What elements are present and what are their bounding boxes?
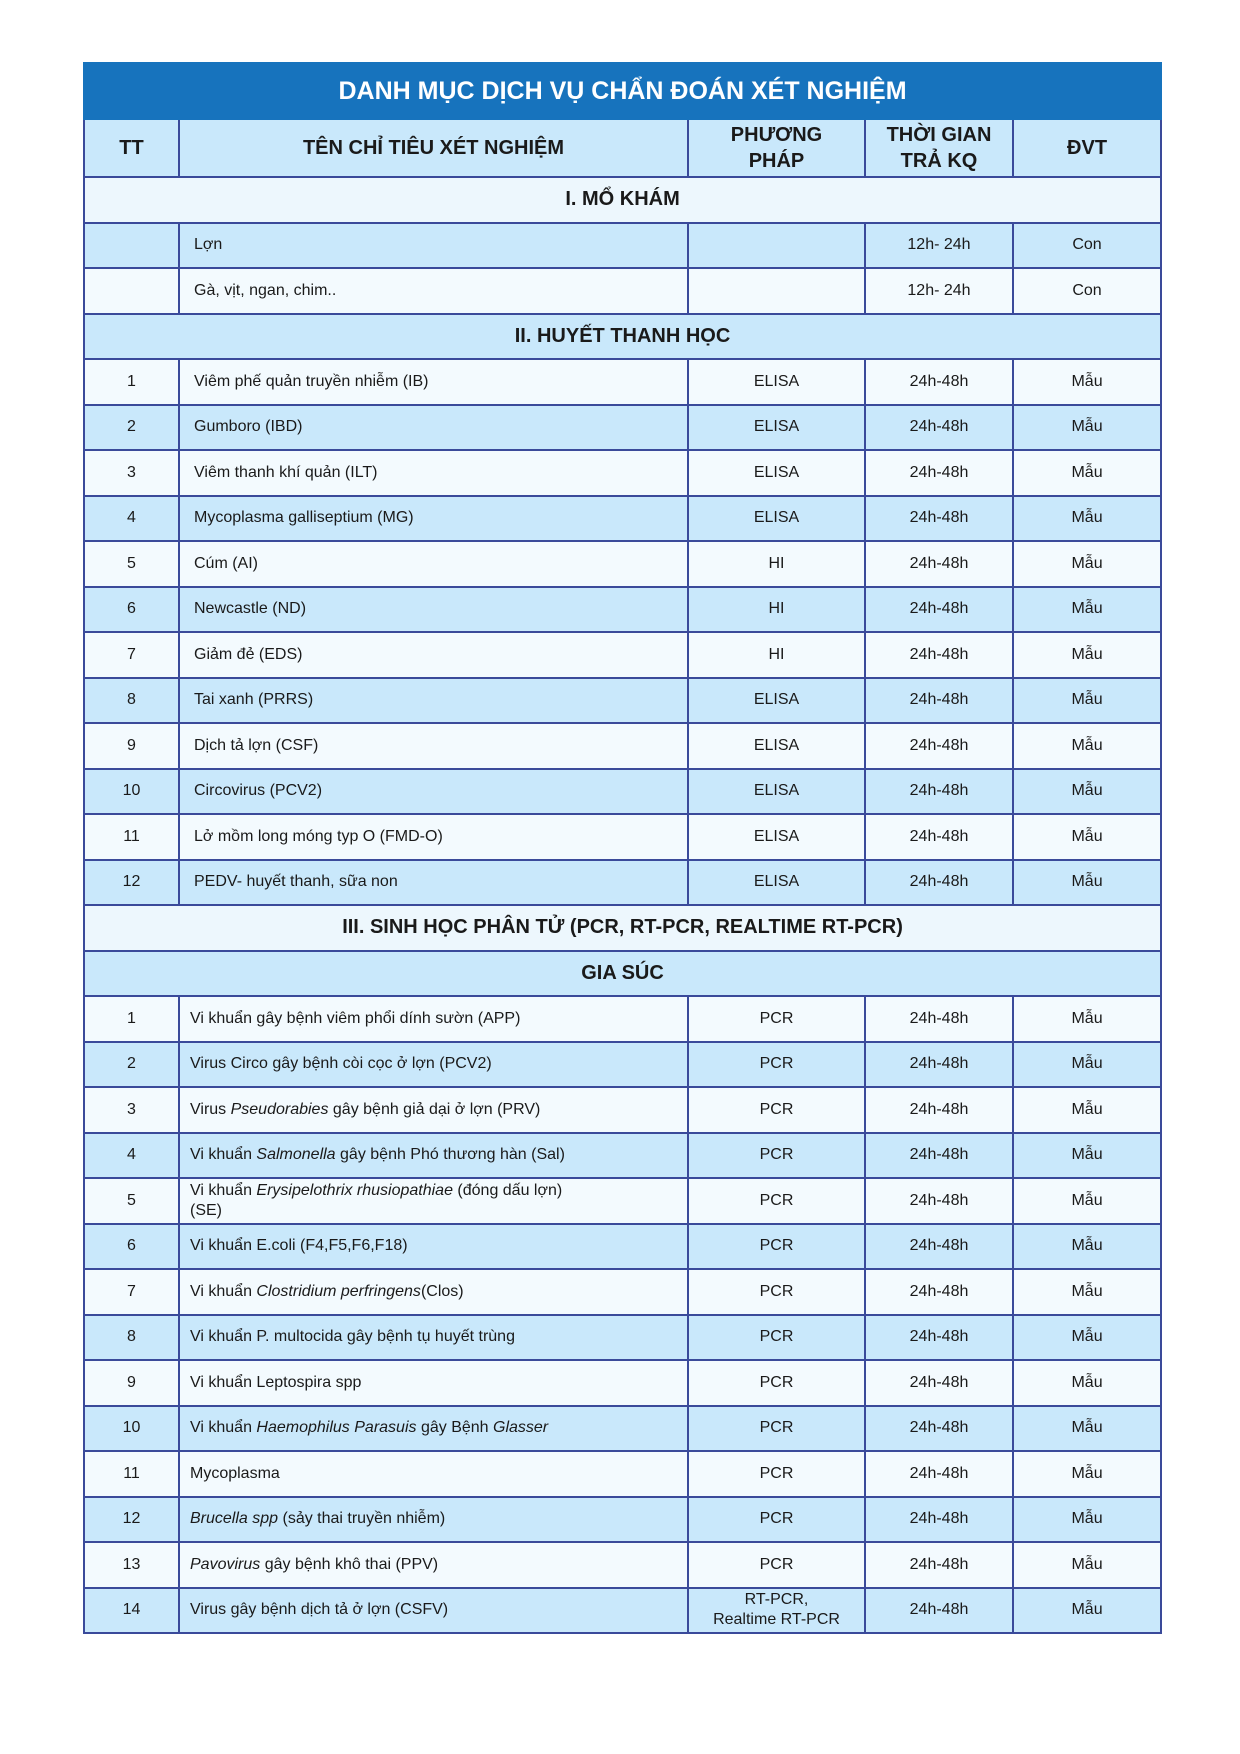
cell-name (179, 1360, 688, 1406)
cell-unit: Mẫu (1013, 1087, 1161, 1133)
table-row (84, 541, 1161, 587)
cell-name (179, 1588, 688, 1634)
cell-time: 24h-48h (865, 1360, 1013, 1406)
cell-tt: 7 (84, 1269, 179, 1315)
cell-name (179, 1406, 688, 1452)
header-unit: ĐVT (1013, 119, 1161, 177)
cell-unit: Con (1013, 268, 1161, 314)
cell-method: HI (688, 587, 865, 633)
cell-time: 24h-48h (865, 1224, 1013, 1270)
cell-unit: Mẫu (1013, 1588, 1161, 1634)
cell-method: PCR (688, 1224, 865, 1270)
cell-unit: Mẫu (1013, 541, 1161, 587)
table-row (84, 496, 1161, 542)
header-row (84, 119, 1161, 177)
table-row (84, 1042, 1161, 1088)
cell-unit: Mẫu (1013, 723, 1161, 769)
cell-name (179, 1042, 688, 1088)
cell-name: Tai xanh (PRRS) (179, 678, 688, 724)
table-row (84, 1178, 1161, 1224)
header-method (688, 119, 865, 177)
cell-time: 24h-48h (865, 632, 1013, 678)
cell-unit: Con (1013, 223, 1161, 269)
cell-time: 24h-48h (865, 769, 1013, 815)
title-row (84, 63, 1161, 119)
name-italic: Pseudorabies (230, 1100, 329, 1118)
table-row (84, 1588, 1161, 1634)
header-name: TÊN CHỈ TIÊU XÉT NGHIỆM (179, 119, 688, 177)
table-row (84, 769, 1161, 815)
cell-method: HI (688, 541, 865, 587)
cell-time: 24h-48h (865, 1315, 1013, 1361)
name-italic: Brucella spp (190, 1510, 279, 1528)
cell-unit: Mẫu (1013, 860, 1161, 906)
cell-name (179, 1315, 688, 1361)
section-title-huyet-thanh: II. HUYẾT THANH HỌC (84, 314, 1161, 360)
cell-tt: 3 (84, 450, 179, 496)
cell-time: 24h-48h (865, 450, 1013, 496)
cell-time: 24h-48h (865, 723, 1013, 769)
table-row (84, 223, 1161, 269)
cell-name: Lở mồm long móng typ O (FMD-O) (179, 814, 688, 860)
name-text: (sảy thai truyền nhiễm) (278, 1510, 446, 1528)
name-text: Virus (190, 1100, 231, 1118)
table-row (84, 359, 1161, 405)
cell-unit: Mẫu (1013, 1178, 1161, 1224)
cell-method: PCR (688, 1133, 865, 1179)
cell-tt: 11 (84, 1451, 179, 1497)
cell-time: 24h-48h (865, 860, 1013, 906)
cell-unit: Mẫu (1013, 1315, 1161, 1361)
cell-tt: 9 (84, 1360, 179, 1406)
cell-name: Giảm đẻ (EDS) (179, 632, 688, 678)
livestock-rows (84, 996, 1161, 1633)
cell-method: PCR (688, 1315, 865, 1361)
cell-name: Mycoplasma galliseptium (MG) (179, 496, 688, 542)
header-method-line1: PHƯƠNG (730, 124, 823, 146)
cell-name: Lợn (179, 223, 688, 269)
cell-time: 24h-48h (865, 1542, 1013, 1588)
header-time-line2: TRẢ KQ (900, 150, 978, 172)
cell-time: 24h-48h (865, 1588, 1013, 1634)
table-row (84, 1224, 1161, 1270)
table-row (84, 1133, 1161, 1179)
cell-method: PCR (688, 996, 865, 1042)
table-row (84, 587, 1161, 633)
cell-unit: Mẫu (1013, 1542, 1161, 1588)
name-italic: Glasser (493, 1419, 549, 1437)
table-row (84, 1269, 1161, 1315)
cell-tt: 9 (84, 723, 179, 769)
cell-tt: 12 (84, 860, 179, 906)
name-text: (SE) (190, 1201, 222, 1219)
cell-unit: Mẫu (1013, 1360, 1161, 1406)
header-method-line2: PHÁP (748, 150, 805, 172)
cell-method: PCR (688, 1542, 865, 1588)
cell-method: PCR (688, 1497, 865, 1543)
serology-rows (84, 359, 1161, 905)
cell-unit: Mẫu (1013, 587, 1161, 633)
cell-method (688, 1588, 865, 1634)
table-row (84, 678, 1161, 724)
table-row (84, 996, 1161, 1042)
cell-time: 24h-48h (865, 587, 1013, 633)
cell-unit: Mẫu (1013, 1406, 1161, 1452)
table-row (84, 723, 1161, 769)
cell-method: PCR (688, 1360, 865, 1406)
cell-time: 24h-48h (865, 541, 1013, 587)
cell-method: ELISA (688, 723, 865, 769)
table-row (84, 268, 1161, 314)
cell-time: 24h-48h (865, 1451, 1013, 1497)
cell-tt (84, 223, 179, 269)
cell-method: PCR (688, 1406, 865, 1452)
page-title: DANH MỤC DỊCH VỤ CHẨN ĐOÁN XÉT NGHIỆM (84, 63, 1161, 119)
cell-tt: 1 (84, 996, 179, 1042)
method-line1: RT-PCR, (744, 1591, 809, 1609)
cell-unit: Mẫu (1013, 814, 1161, 860)
cell-time: 24h-48h (865, 1042, 1013, 1088)
cell-method (688, 268, 865, 314)
name-text: Virus gây bệnh dịch tả ở lợn (CSFV) (190, 1601, 449, 1619)
cell-unit: Mẫu (1013, 1497, 1161, 1543)
cell-tt: 7 (84, 632, 179, 678)
name-text: (Clos) (420, 1282, 464, 1300)
cell-time: 24h-48h (865, 1133, 1013, 1179)
table-row (84, 1360, 1161, 1406)
name-italic: Clostridium perfringens (256, 1282, 421, 1300)
cell-time: 24h-48h (865, 1406, 1013, 1452)
cell-time: 24h-48h (865, 996, 1013, 1042)
cell-time: 12h- 24h (865, 268, 1013, 314)
name-text: Vi khuẩn (190, 1181, 257, 1199)
table-row (84, 1406, 1161, 1452)
table-row (84, 450, 1161, 496)
cell-unit: Mẫu (1013, 450, 1161, 496)
cell-name: Circovirus (PCV2) (179, 769, 688, 815)
table-row (84, 1497, 1161, 1543)
cell-time: 24h-48h (865, 678, 1013, 724)
header-time (865, 119, 1013, 177)
cell-tt: 1 (84, 359, 179, 405)
cell-method: PCR (688, 1178, 865, 1224)
name-text: Vi khuẩn (190, 1146, 257, 1164)
name-text: Vi khuẩn gây bệnh viêm phổi dính sườn (APP) (190, 1009, 521, 1027)
cell-method: PCR (688, 1269, 865, 1315)
table-row (84, 860, 1161, 906)
section-title-gia-suc: GIA SÚC (84, 951, 1161, 997)
cell-tt: 5 (84, 1178, 179, 1224)
cell-method: ELISA (688, 496, 865, 542)
header-time-line1: THỜI GIAN (886, 124, 992, 146)
cell-time: 24h-48h (865, 1178, 1013, 1224)
table-row (84, 1087, 1161, 1133)
cell-tt: 8 (84, 678, 179, 724)
cell-unit: Mẫu (1013, 1133, 1161, 1179)
name-text: (đóng dấu lợn) (452, 1181, 563, 1199)
cell-tt: 6 (84, 1224, 179, 1270)
table-row (84, 1315, 1161, 1361)
cell-time: 24h-48h (865, 405, 1013, 451)
section-row-mo-kham (84, 177, 1161, 223)
cell-method: ELISA (688, 860, 865, 906)
cell-method: HI (688, 632, 865, 678)
cell-tt: 2 (84, 1042, 179, 1088)
section-title-molecular: III. SINH HỌC PHÂN TỬ (PCR, RT-PCR, REALTIME RT-PCR) (84, 905, 1161, 951)
name-text: gây Bệnh (416, 1419, 493, 1437)
cell-name (179, 1133, 688, 1179)
cell-unit: Mẫu (1013, 1269, 1161, 1315)
cell-tt: 11 (84, 814, 179, 860)
cell-method: ELISA (688, 769, 865, 815)
cell-tt: 4 (84, 496, 179, 542)
cell-unit: Mẫu (1013, 359, 1161, 405)
cell-name (179, 1178, 688, 1224)
name-italic: Haemophilus Parasuis (256, 1419, 417, 1437)
name-text: Vi khuẩn P. multocida gây bệnh tụ huyết trùng (190, 1328, 515, 1346)
table-row (84, 405, 1161, 451)
method-line2: Realtime RT-PCR (713, 1611, 840, 1629)
name-text: Vi khuẩn (190, 1282, 257, 1300)
cell-unit: Mẫu (1013, 996, 1161, 1042)
cell-time: 24h-48h (865, 1087, 1013, 1133)
table-row (84, 814, 1161, 860)
cell-method: PCR (688, 1087, 865, 1133)
cell-method: ELISA (688, 678, 865, 724)
name-italic: Pavovirus (190, 1555, 261, 1573)
cell-tt: 5 (84, 541, 179, 587)
cell-tt: 3 (84, 1087, 179, 1133)
section-row-gia-suc (84, 951, 1161, 997)
name-italic: Salmonella (256, 1146, 336, 1164)
name-text: gây bệnh giả dại ở lợn (PRV) (328, 1100, 541, 1118)
name-text: Vi khuẩn E.coli (F4,F5,F6,F18) (190, 1237, 408, 1255)
cell-tt: 8 (84, 1315, 179, 1361)
cell-name (179, 1087, 688, 1133)
cell-time: 24h-48h (865, 1497, 1013, 1543)
cell-method: PCR (688, 1042, 865, 1088)
name-text: Virus Circo gây bệnh còi cọc ở lợn (PCV2) (190, 1055, 492, 1073)
cell-name: Viêm thanh khí quản (ILT) (179, 450, 688, 496)
service-table (83, 62, 1162, 1634)
cell-method: ELISA (688, 450, 865, 496)
name-text: Vi khuẩn Leptospira spp (190, 1373, 362, 1391)
cell-time: 24h-48h (865, 814, 1013, 860)
cell-unit: Mẫu (1013, 496, 1161, 542)
cell-name: Gà, vịt, ngan, chim.. (179, 268, 688, 314)
cell-unit: Mẫu (1013, 405, 1161, 451)
cell-name (179, 996, 688, 1042)
cell-name: Viêm phế quản truyền nhiễm (IB) (179, 359, 688, 405)
cell-tt: 4 (84, 1133, 179, 1179)
cell-method: ELISA (688, 359, 865, 405)
name-italic: Erysipelothrix rhusiopathiae (256, 1181, 453, 1199)
cell-tt: 2 (84, 405, 179, 451)
cell-time: 12h- 24h (865, 223, 1013, 269)
table-row (84, 632, 1161, 678)
cell-name: Newcastle (ND) (179, 587, 688, 633)
section-row-molecular (84, 905, 1161, 951)
cell-time: 24h-48h (865, 496, 1013, 542)
cell-name (179, 1269, 688, 1315)
cell-tt: 13 (84, 1542, 179, 1588)
cell-name (179, 1224, 688, 1270)
cell-name: Gumboro (IBD) (179, 405, 688, 451)
cell-unit: Mẫu (1013, 1224, 1161, 1270)
cell-tt: 6 (84, 587, 179, 633)
header-tt: TT (84, 119, 179, 177)
cell-time: 24h-48h (865, 1269, 1013, 1315)
name-text: Mycoplasma (190, 1464, 280, 1482)
cell-name (179, 1542, 688, 1588)
cell-method (688, 223, 865, 269)
cell-unit: Mẫu (1013, 632, 1161, 678)
cell-unit: Mẫu (1013, 1451, 1161, 1497)
cell-unit: Mẫu (1013, 1042, 1161, 1088)
cell-tt (84, 268, 179, 314)
name-text: gây bệnh khô thai (PPV) (260, 1555, 439, 1573)
cell-tt: 10 (84, 769, 179, 815)
cell-unit: Mẫu (1013, 769, 1161, 815)
cell-name (179, 1497, 688, 1543)
cell-method: ELISA (688, 814, 865, 860)
cell-tt: 10 (84, 1406, 179, 1452)
name-text: Vi khuẩn (190, 1419, 257, 1437)
cell-name (179, 1451, 688, 1497)
cell-method: PCR (688, 1451, 865, 1497)
cell-tt: 14 (84, 1588, 179, 1634)
section-row-huyet-thanh (84, 314, 1161, 360)
cell-name: Cúm (AI) (179, 541, 688, 587)
cell-unit: Mẫu (1013, 678, 1161, 724)
table-row (84, 1451, 1161, 1497)
cell-method: ELISA (688, 405, 865, 451)
section-title-mo-kham: I. MỔ KHÁM (84, 177, 1161, 223)
cell-tt: 12 (84, 1497, 179, 1543)
cell-name: Dịch tả lợn (CSF) (179, 723, 688, 769)
name-text: gây bệnh Phó thương hàn (Sal) (335, 1146, 565, 1164)
table-row (84, 1542, 1161, 1588)
cell-name: PEDV- huyết thanh, sữa non (179, 860, 688, 906)
cell-time: 24h-48h (865, 359, 1013, 405)
service-catalog-sheet (83, 62, 1160, 1634)
